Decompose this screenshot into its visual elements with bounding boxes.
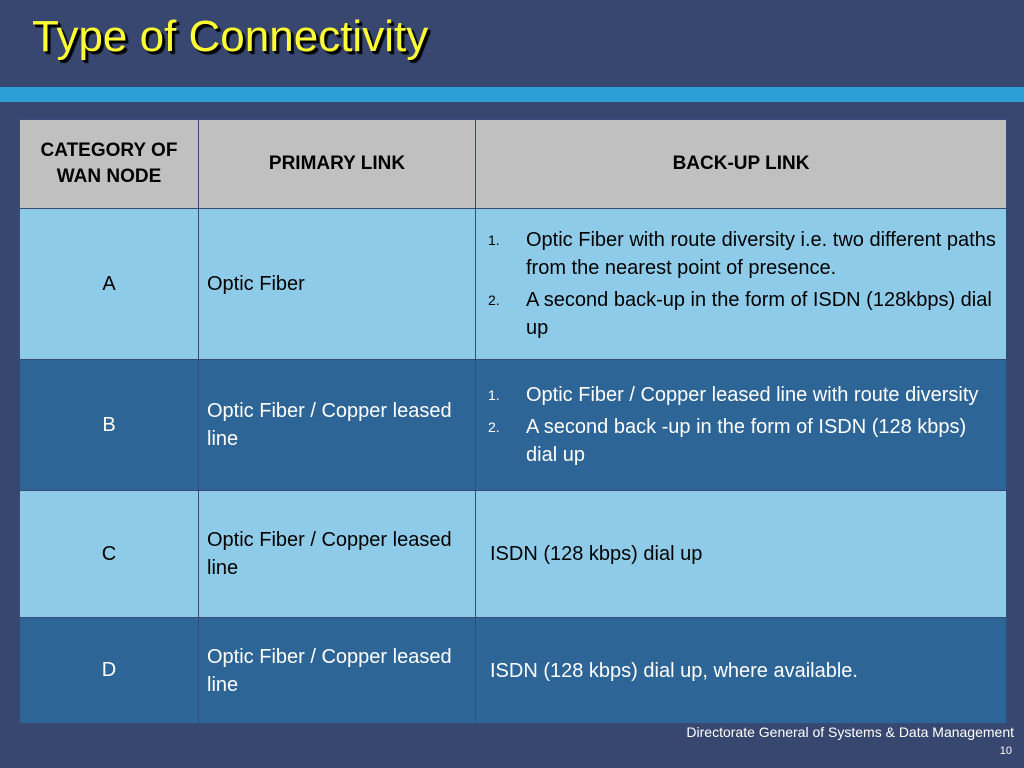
backup-list	[488, 381, 998, 469]
backup-link-cell	[476, 209, 1007, 360]
header-category: CATEGORY OF WAN NODE	[20, 120, 199, 209]
list-text: A second back -up in the form of ISDN (128 kbps) dial up	[526, 416, 967, 466]
list-number: 1.	[488, 387, 500, 403]
connectivity-table	[19, 119, 1007, 724]
category-cell: C	[20, 491, 199, 618]
category-cell: A	[20, 209, 199, 360]
table-row	[20, 618, 1007, 724]
backup-list-item	[488, 381, 998, 409]
primary-link-cell: Optic Fiber / Copper leased line	[199, 491, 476, 618]
backup-list-item	[488, 286, 998, 342]
slide-number: 10	[999, 745, 1012, 757]
primary-link-cell: Optic Fiber / Copper leased line	[199, 360, 476, 491]
title-accent-bar	[0, 87, 1024, 102]
category-cell: D	[20, 618, 199, 724]
primary-link-cell: Optic Fiber / Copper leased line	[199, 618, 476, 724]
backup-link-cell	[476, 360, 1007, 491]
primary-link-cell: Optic Fiber	[199, 209, 476, 360]
list-text: Optic Fiber with route diversity i.e. two different paths from the nearest point of presence.	[526, 229, 996, 279]
list-number: 2.	[488, 292, 500, 308]
header-primary-link: PRIMARY LINK	[199, 120, 476, 209]
footer-organization: Directorate General of Systems & Data Management	[686, 724, 1014, 740]
header-backup-link: BACK-UP LINK	[476, 120, 1007, 209]
backup-link-cell: ISDN (128 kbps) dial up, where available.	[476, 618, 1007, 724]
table-row	[20, 360, 1007, 491]
list-text: Optic Fiber / Copper leased line with route diversity	[526, 384, 979, 406]
table-row	[20, 209, 1007, 360]
list-text: A second back-up in the form of ISDN (128kbps) dial up	[526, 289, 992, 339]
list-number: 1.	[488, 232, 500, 248]
list-number: 2.	[488, 419, 500, 435]
table-row	[20, 491, 1007, 618]
slide-title: Type of Connectivity	[32, 12, 429, 61]
backup-list	[488, 226, 998, 342]
table-header-row	[20, 120, 1007, 209]
backup-list-item	[488, 226, 998, 282]
backup-link-cell: ISDN (128 kbps) dial up	[476, 491, 1007, 618]
category-cell: B	[20, 360, 199, 491]
backup-list-item	[488, 413, 998, 469]
